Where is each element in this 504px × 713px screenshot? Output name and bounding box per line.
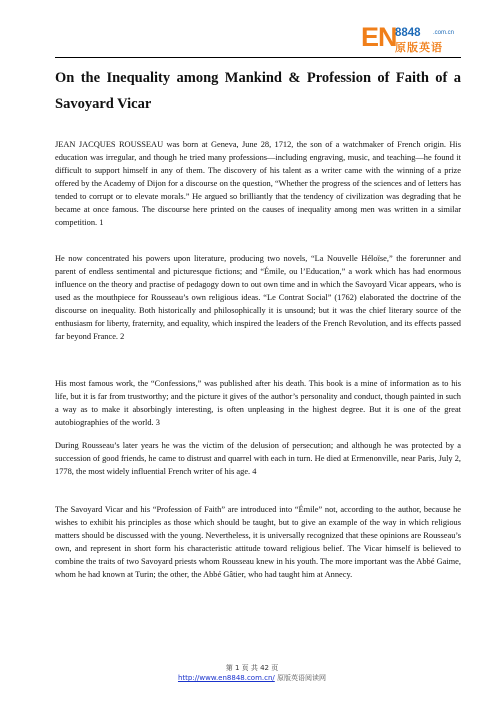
paragraph-3: His most famous work, the “Confessions,” was published after his death. This book is a mine of information as to his life, but it is far from trustworthy; and the picture it gives of the author’s personality and conduct, though painted in such a way as to make it absorbingly interesting, is often unpleasing in the highest degree. But it is one of the great autobiographies of the world. 3 [55,379,461,427]
page-number: 第 1 页 共 42 页 [225,664,279,672]
header-rule [55,57,461,58]
site-logo[interactable] [361,22,461,54]
paragraph-5: The Savoyard Vicar and his “Profession of Faith” are introduced into “Émile” not, according to the author, because he wishes to exhibit his principles as those which should be taught, but to give an example of the way in which religious matters should be discussed with the young. Nevertheless, it is universally recognized that these opinions are Rousseau’s own, and represent in short form his characteristic attitude toward religious belief. The Vicar himself is believed to combine the traits of two Savoyard priests whom Rousseau knew in his youth. The more important was the Abbé Gaime, whom he had known at Turin; the other, the Abbé Gâtier, who had taught him at Annecy. [55,505,461,579]
logo-domain: .com.cn [433,30,455,36]
paragraph-2: He now concentrated his powers upon literature, producing two novels, “La Nouvelle Héloïse,” the forerunner and parent of endless sentimental and picturesque fictions; and “Émile, ou l’Education,” a work which has had enormous influence on the theory and practise of pedagogy down to out own time and in which the Savoyard Vicar appears, who is used as the mouthpiece for Rousseau’s own religious ideas. “Le Contrat Social” (1762) elaborated the doctrine of the discourse on inequality. Both historically and philosophically it is unsound; but it was the chief literary source of the enthusiasm for liberty, fraternity, and equality, which inspired the leaders of the French Revolution, and its effects passed far beyond France. 2 [55,254,461,341]
logo-number: 8848 [395,27,421,39]
paragraph-4: During Rousseau’s later years he was the victim of the delusion of persecution; and although he was protected by a succession of good friends, he came to distrust and quarrel with each in turn. He died at Ermenonville, near Paris, July 2, 1778, the most widely influential French writer of his age. 4 [55,441,461,476]
document-title: On the Inequality among Mankind & Profession of Faith of a Savoyard Vicar [55,70,461,112]
footer-site-name: 原版英语阅读网 [277,674,327,682]
footer-site-line [0,673,504,683]
logo-en-mark: EN [361,22,397,52]
footer-url-link[interactable]: http://www.en8848.com.cn/ [177,674,275,682]
paragraph-1: JEAN JACQUES ROUSSEAU was born at Geneva, June 28, 1712, the son of a watchmaker of French origin. His education was irregular, and though he tried many professions—including engraving, music, and teaching—he found it difficult to support himself in any of them. The discovery of his talent as a writer came with the winning of a prize offered by the Academy of Dijon for a discourse on the question, “Whether the progress of the sciences and of letters has tended to corrupt or to elevate morals.” He argued so brilliantly that the tendency of civilization was degrading that he became at once famous. The discourse here printed on the causes of inequality among men was written in a similar competition. 1 [55,140,461,227]
logo-chinese: 原版英语 [395,41,443,54]
